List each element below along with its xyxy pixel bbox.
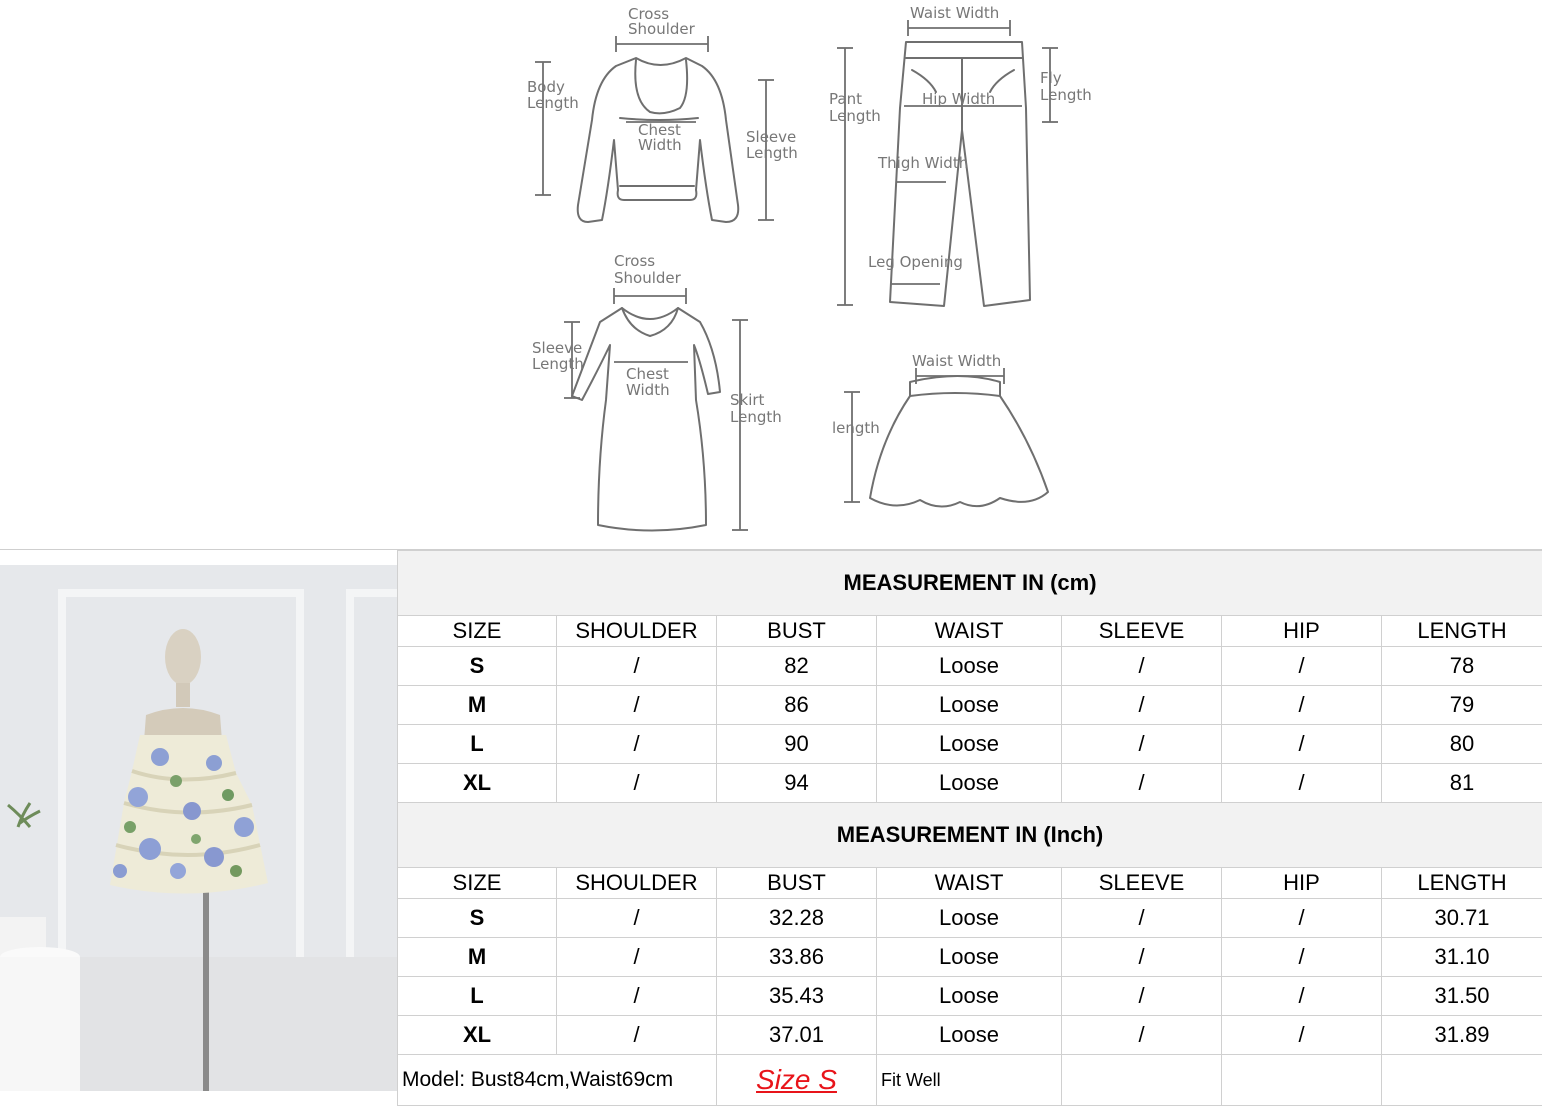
top-chest-width-label-1: Chest: [638, 121, 681, 139]
cm-cell-size: M: [398, 686, 557, 725]
model-info: Model: Bust84cm,Waist69cm: [398, 1055, 717, 1106]
inch-cell-waist: Loose: [877, 899, 1062, 938]
skirt-outline: [870, 376, 1048, 507]
model-fit: Fit Well: [877, 1055, 1062, 1106]
dress-skirt-length-label-1: Skirt: [730, 391, 765, 409]
top-sleeve-length-label-2: Length: [746, 144, 798, 162]
size-chart: [397, 550, 1542, 1106]
cm-row-s: [398, 647, 1542, 686]
cm-cell-size: XL: [398, 764, 557, 803]
cm-header-shoulder: SHOULDER: [557, 616, 717, 647]
cm-cell-shoulder: /: [557, 647, 717, 686]
inch-cell-bust: 32.28: [717, 899, 877, 938]
inch-cell-hip: /: [1222, 899, 1382, 938]
inch-row-xl: [398, 1016, 1542, 1055]
inch-row-l: [398, 977, 1542, 1016]
cm-cell-waist: Loose: [877, 686, 1062, 725]
model-empty-cell: [1382, 1055, 1542, 1106]
inch-cell-bust: 35.43: [717, 977, 877, 1016]
inch-cell-length: 31.50: [1382, 977, 1542, 1016]
cm-header-sleeve: SLEEVE: [1062, 616, 1222, 647]
inch-header-hip: HIP: [1222, 868, 1382, 899]
dress-chest-width-label-1: Chest: [626, 365, 669, 383]
cm-cell-shoulder: /: [557, 725, 717, 764]
cm-cell-sleeve: /: [1062, 725, 1222, 764]
cm-header-size: SIZE: [398, 616, 557, 647]
cm-cell-length: 79: [1382, 686, 1542, 725]
top-body-length-label-2: Length: [527, 94, 579, 112]
dress-sleeve-length-label-1: Sleeve: [532, 339, 582, 357]
dress-cross-shoulder-label-2: Shoulder: [614, 269, 682, 287]
cm-cell-size: L: [398, 725, 557, 764]
cm-header-length: LENGTH: [1382, 616, 1542, 647]
product-photo: [0, 565, 397, 1091]
inch-cell-size: M: [398, 938, 557, 977]
skirt-length-label: length: [832, 419, 880, 437]
dress-sleeve-length-label-2: Length: [532, 355, 584, 373]
cm-cell-hip: /: [1222, 686, 1382, 725]
dress-skirt-length-label-2: Length: [730, 408, 782, 426]
inch-cell-shoulder: /: [557, 1016, 717, 1055]
cm-cell-hip: /: [1222, 764, 1382, 803]
inch-cell-sleeve: /: [1062, 899, 1222, 938]
top-cross-shoulder-label-1: Cross: [628, 5, 669, 23]
inch-cell-hip: /: [1222, 977, 1382, 1016]
inch-cell-bust: 33.86: [717, 938, 877, 977]
pants-fly-length-label-1: Fly: [1040, 69, 1062, 87]
pants-hip-width-label: Hip Width: [922, 90, 995, 108]
cm-cell-bust: 94: [717, 764, 877, 803]
model-empty-cell: [1062, 1055, 1222, 1106]
cm-row-l: [398, 725, 1542, 764]
cm-cell-length: 81: [1382, 764, 1542, 803]
measurement-diagram: [0, 0, 1542, 550]
cm-cell-bust: 82: [717, 647, 877, 686]
inch-cell-bust: 37.01: [717, 1016, 877, 1055]
cm-cell-shoulder: /: [557, 686, 717, 725]
pants-waist-width-label: Waist Width: [910, 4, 999, 22]
pants-thigh-width-label: Thigh Width: [877, 154, 968, 172]
size-table: [397, 550, 1542, 1106]
inch-cell-size: S: [398, 899, 557, 938]
cm-cell-bust: 86: [717, 686, 877, 725]
pants-leg-opening-label: Leg Opening: [868, 253, 963, 271]
pants-pant-length-label-1: Pant: [829, 90, 862, 108]
inch-header-bust: BUST: [717, 868, 877, 899]
inch-table-title: MEASUREMENT IN (Inch): [398, 803, 1542, 868]
inch-cell-sleeve: /: [1062, 1016, 1222, 1055]
inch-row-s: [398, 899, 1542, 938]
inch-cell-waist: Loose: [877, 938, 1062, 977]
skirt-waist-width-label: Waist Width: [912, 352, 1001, 370]
inch-row-m: [398, 938, 1542, 977]
dress-cross-shoulder-label-1: Cross: [614, 252, 655, 270]
top-chest-width-label-2: Width: [638, 136, 682, 154]
inch-cell-shoulder: /: [557, 899, 717, 938]
cm-cell-hip: /: [1222, 647, 1382, 686]
inch-cell-shoulder: /: [557, 977, 717, 1016]
size-table-body: [398, 551, 1542, 1106]
top-cross-shoulder-label-2: Shoulder: [628, 20, 696, 38]
cm-cell-waist: Loose: [877, 647, 1062, 686]
garment-outlines: [0, 0, 1542, 549]
inch-header-row: [398, 868, 1542, 899]
inch-cell-length: 30.71: [1382, 899, 1542, 938]
top-sleeve-length-label-1: Sleeve: [746, 128, 796, 146]
cm-cell-shoulder: /: [557, 764, 717, 803]
pants-fly-length-label-2: Length: [1040, 86, 1092, 104]
inch-cell-sleeve: /: [1062, 977, 1222, 1016]
cm-header-hip: HIP: [1222, 616, 1382, 647]
cm-cell-hip: /: [1222, 725, 1382, 764]
pants-pant-length-label-2: Length: [829, 107, 881, 125]
cm-cell-waist: Loose: [877, 725, 1062, 764]
model-row: [398, 1055, 1542, 1106]
inch-cell-length: 31.89: [1382, 1016, 1542, 1055]
cm-cell-sleeve: /: [1062, 764, 1222, 803]
cm-header-row: [398, 616, 1542, 647]
inch-cell-length: 31.10: [1382, 938, 1542, 977]
inch-cell-shoulder: /: [557, 938, 717, 977]
cm-cell-length: 78: [1382, 647, 1542, 686]
inch-header-shoulder: SHOULDER: [557, 868, 717, 899]
model-empty-cell: [1222, 1055, 1382, 1106]
dress-chest-width-label-2: Width: [626, 381, 670, 399]
inch-cell-waist: Loose: [877, 977, 1062, 1016]
cm-cell-bust: 90: [717, 725, 877, 764]
dress-outline: [572, 308, 720, 531]
inch-cell-size: XL: [398, 1016, 557, 1055]
inch-header-waist: WAIST: [877, 868, 1062, 899]
cm-row-xl: [398, 764, 1542, 803]
inch-cell-size: L: [398, 977, 557, 1016]
cm-row-m: [398, 686, 1542, 725]
cm-header-bust: BUST: [717, 616, 877, 647]
cm-cell-sleeve: /: [1062, 686, 1222, 725]
cm-header-waist: WAIST: [877, 616, 1062, 647]
cm-cell-length: 80: [1382, 725, 1542, 764]
model-size: Size S: [717, 1055, 877, 1106]
inch-cell-sleeve: /: [1062, 938, 1222, 977]
cm-table-title: MEASUREMENT IN (cm): [398, 551, 1542, 616]
inch-cell-hip: /: [1222, 1016, 1382, 1055]
cm-cell-sleeve: /: [1062, 647, 1222, 686]
top-body-length-label-1: Body: [527, 78, 565, 96]
inch-cell-waist: Loose: [877, 1016, 1062, 1055]
cm-cell-size: S: [398, 647, 557, 686]
inch-header-sleeve: SLEEVE: [1062, 868, 1222, 899]
inch-header-length: LENGTH: [1382, 868, 1542, 899]
inch-cell-hip: /: [1222, 938, 1382, 977]
inch-header-size: SIZE: [398, 868, 557, 899]
cm-cell-waist: Loose: [877, 764, 1062, 803]
